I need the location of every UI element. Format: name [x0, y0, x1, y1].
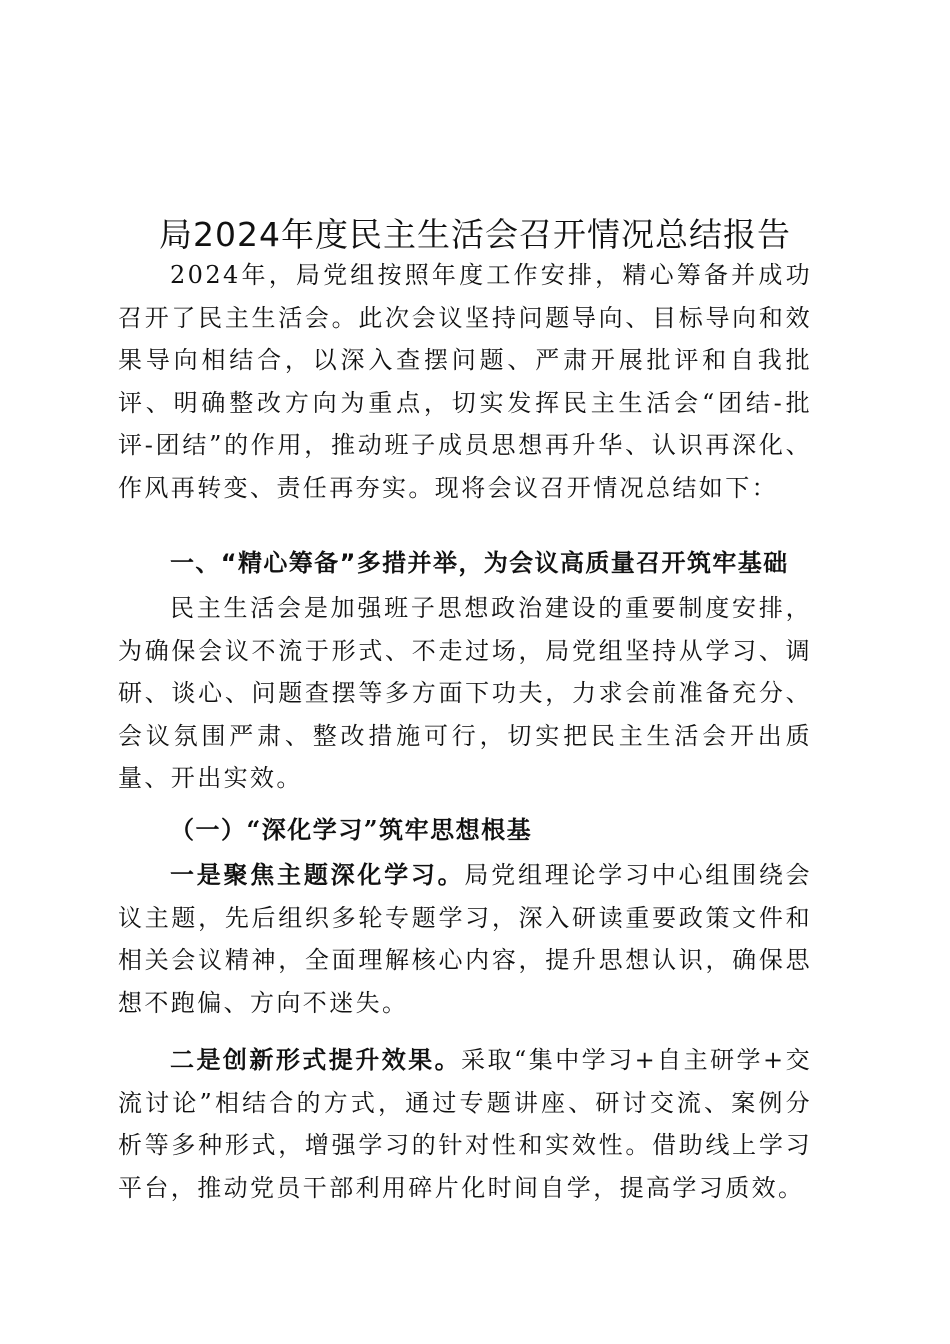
item-1-text: 局党组理论学习中心组围绕会议主题，先后组织多轮专题学习，深入研读重要政策文件和相关会议精神，全面理解核心内容，提升思想认识，确保思想不跑偏、方向不迷失。 — [118, 861, 812, 1017]
item-paragraph-1 — [118, 854, 812, 1024]
document-title: 局2024年度民主生活会召开情况总结报告 — [159, 215, 791, 254]
item-2-lead: 二是创新形式提升效果。 — [170, 1045, 462, 1074]
section-heading-1: 一、“精心筹备”多措并举，为会议高质量召开筑牢基础 — [170, 549, 789, 577]
intro-paragraph: 2024年，局党组按照年度工作安排，精心筹备并成功召开了民主生活会。此次会议坚持问题导向、目标导向和效果导向相结合，以深入查摆问题、严肃开展批评和自我批评、明确整改方向为重点，切实发挥民主生活会“团结-批评-团结”的作用，推动班子成员思想再升华、认识再深化、作风再转变、责任再夯实。现将会议召开情况总结如下： — [118, 261, 812, 502]
item-1-lead: 一是聚焦主题深化学习。 — [170, 860, 465, 889]
item-paragraph-2 — [118, 1039, 812, 1209]
subsection-heading-1: （一）“深化学习”筑牢思想根基 — [170, 815, 533, 844]
item-2-text: 采取“集中学习+自主研学+交流讨论”相结合的方式，通过专题讲座、研讨交流、案例分析等多种形式，增强学习的针对性和实效性。借助线上学习平台，推动党员干部利用碎片化时间自学，提高学习质效。 — [118, 1046, 812, 1202]
section-1-paragraph: 民主生活会是加强班子思想政治建设的重要制度安排，为确保会议不流于形式、不走过场，局党组坚持从学习、调研、谈心、问题查摆等多方面下功夫，力求会前准备充分、会议氛围严肃、整改措施可行，切实把民主生活会开出质量、开出实效。 — [118, 594, 812, 792]
